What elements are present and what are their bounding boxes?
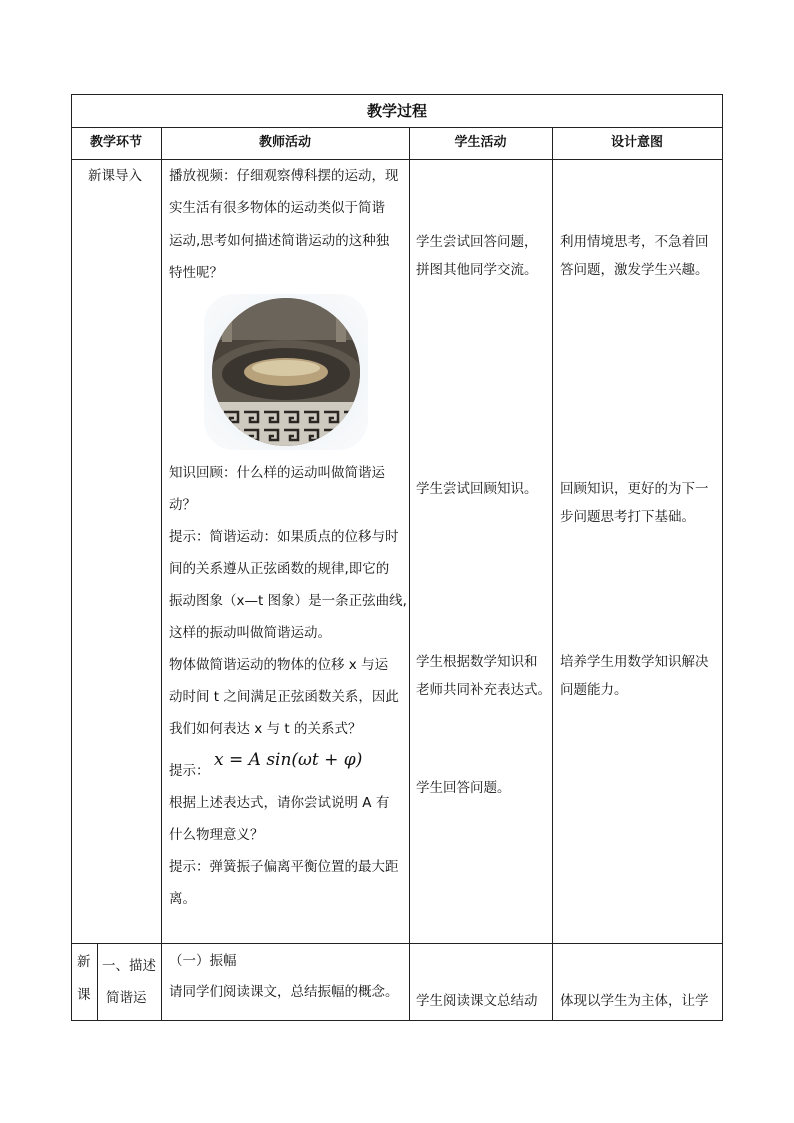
table-border-right	[722, 94, 723, 1021]
stage-new-lesson-intro: 新课导入	[88, 168, 142, 184]
intent-text-line: 回顾知识，更好的为下一	[560, 481, 709, 497]
intent-text-line: 答问题，激发学生兴趣。	[560, 262, 709, 278]
teacher-text-line: 特性呢？	[169, 265, 223, 281]
table-border-left	[71, 94, 72, 1021]
teacher-text-line: 振动图象（x—t 图象）是一条正弦曲线,	[169, 593, 407, 609]
header-teacher: 教师活动	[258, 135, 311, 150]
col-divider-teacher	[409, 127, 410, 1021]
teacher-hint-label: 提示：	[169, 763, 210, 779]
teacher-text-line: 运动,思考如何描述简谐运动的这种独	[169, 233, 390, 249]
teacher-text-line: 播放视频：仔细观察傅科摆的运动，现	[169, 168, 399, 184]
table-border-top	[71, 94, 723, 95]
header-row-divider	[71, 159, 723, 160]
teacher-text-line: （一）振幅	[169, 953, 237, 969]
teacher-text-line: 提示：简谐运动：如果质点的位移与时	[169, 529, 399, 545]
row1-row2-divider	[71, 943, 723, 944]
student-text-line: 学生尝试回答问题，	[416, 234, 538, 250]
col-divider-student	[552, 127, 553, 1021]
stage-inner-line: 简谐运	[106, 990, 147, 1006]
teacher-text-line: 请同学们阅读课文，总结振幅的概念。	[169, 984, 399, 1000]
intent-text-line: 问题能力。	[560, 682, 628, 698]
intent-text-line: 步问题思考打下基础。	[560, 509, 695, 525]
student-text-line: 学生回答问题。	[416, 780, 511, 796]
student-text-line: 学生尝试回顾知识。	[416, 481, 538, 497]
header-stage: 教学环节	[89, 135, 142, 150]
student-text-line: 学生阅读课文总结动	[416, 993, 538, 1009]
teacher-text-line: 这样的振动叫做简谐运动。	[169, 625, 331, 641]
intent-text-line: 体现以学生为主体，让学	[560, 993, 709, 1009]
teacher-text-line: 根据上述表达式，请你尝试说明 A 有	[169, 795, 390, 811]
teacher-text-line: 我们如何表达 x 与 t 的关系式？	[169, 721, 362, 737]
teacher-text-line: 动时间 t 之间满足正弦函数关系，因此	[169, 689, 399, 705]
teacher-text-line: 提示：弹簧振子偏离平衡位置的最大距	[169, 859, 399, 875]
teacher-text-line: 知识回顾：什么样的运动叫做简谐运	[169, 465, 385, 481]
teacher-text-line: 什么物理意义？	[169, 827, 264, 843]
student-text-line: 学生根据数学知识和	[416, 654, 538, 670]
teacher-text-line: 实生活有很多物体的运动类似于简谐	[169, 200, 385, 216]
table-title: 教学过程	[366, 102, 427, 120]
intent-text-line: 利用情境思考，不急着回	[560, 234, 709, 250]
student-text-line: 拼图其他同学交流。	[416, 262, 538, 278]
foucault-pendulum-photo	[204, 294, 368, 450]
row2-stage-subdivider	[97, 943, 98, 1021]
table-border-bottom	[71, 1020, 723, 1021]
header-intent: 设计意图	[610, 135, 663, 150]
teacher-text-line: 间的关系遵从正弦函数的规律,即它的	[169, 561, 390, 577]
stage-inner-line: 一、描述	[102, 958, 156, 974]
col-divider-stage	[161, 127, 162, 1021]
header-student: 学生活动	[454, 135, 507, 150]
intent-text-line: 培养学生用数学知识解决	[560, 654, 709, 670]
teacher-text-line: 物体做简谐运动的物体的位移 x 与运	[169, 657, 389, 673]
teacher-text-line: 离。	[169, 891, 196, 907]
stage-outer-char: 新	[77, 954, 91, 970]
shm-formula: x = A sin(ωt + φ)	[214, 750, 363, 770]
stage-outer-char: 课	[77, 987, 91, 1003]
student-text-line: 老师共同补充表达式。	[416, 682, 551, 698]
teacher-text-line: 动？	[169, 497, 196, 513]
